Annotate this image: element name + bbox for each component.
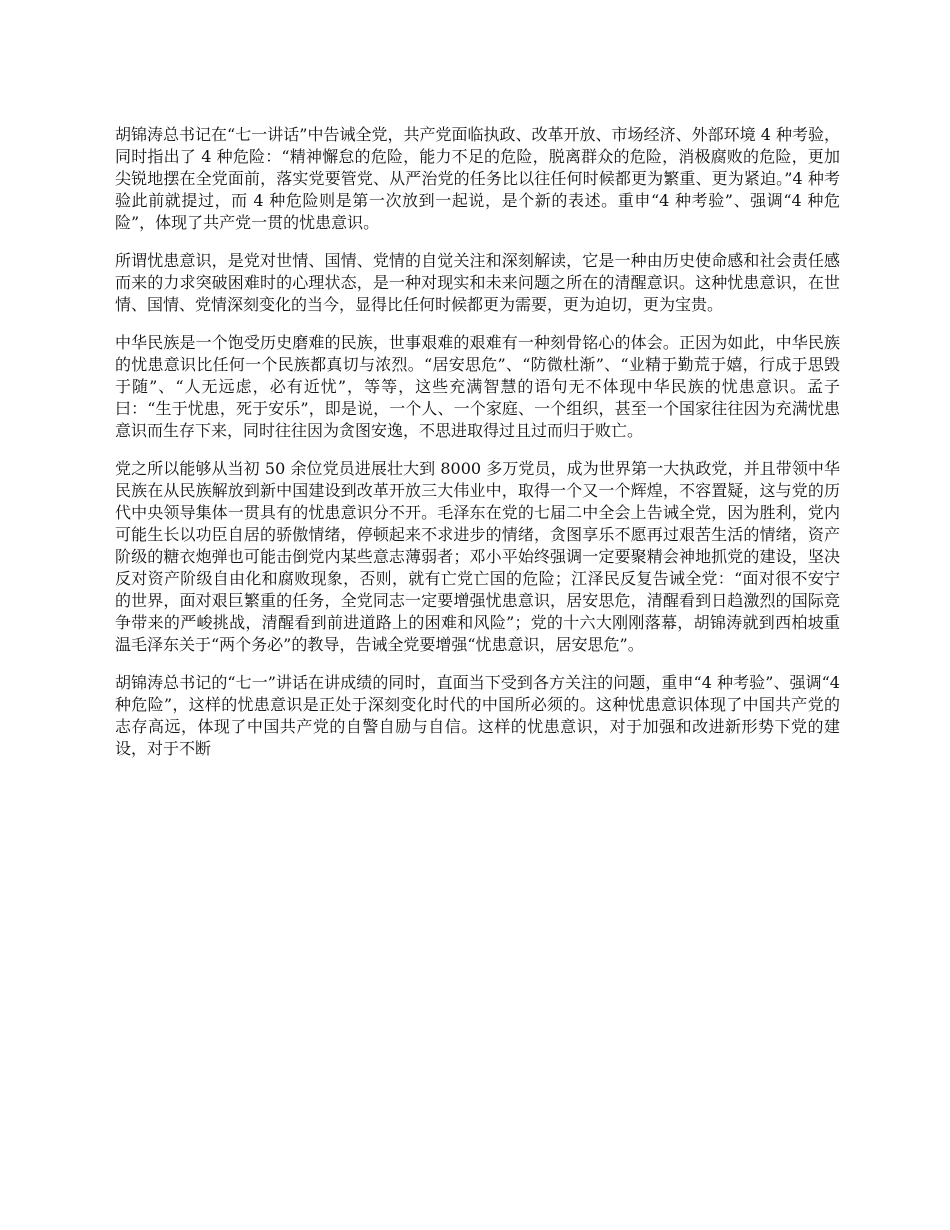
paragraph-3: 中华民族是一个饱受历史磨难的民族，世事艰难的艰难有一种刻骨铭心的体会。正因为如此，中华民族的忧患意识比任何一个民族都真切与浓烈。“居安思危”、“防微杜渐”、“业精于勤荒于嬉，行成于思毁于随”、“人无远虑，必有近忧”，等等，这些充满智慧的语句无不体现中华民族的忧患意识。孟子曰：“生于忧患，死于安乐”，即是说，一个人、一个家庭、一个组织，甚至一个国家往往因为充满忧患意识而生存下来，同时往往因为贪图安逸，不思进取得过且过而归于败亡。 [115,333,840,440]
article-body [115,124,840,776]
paragraph-1: 胡锦涛总书记在“七一讲话”中告诫全党，共产党面临执政、改革开放、市场经济、外部环境 4 种考验，同时指出了 4 种危险：“精神懈怠的危险，能力不足的危险，脱离群众的危险，消极腐败的危险，更加尖锐地摆在全党面前，落实党要管党、从严治党的任务比以往任何时候都更为繁重、更为紧迫。”4 种考验此前就提过，而 4 种危险则是第一次放到一起说，是个新的表述。重申“4 种考验”、强调“4 种危险”，体现了共产党一贯的忧患意识。 [115,125,840,232]
paragraph-5: 胡锦涛总书记的“七一”讲话在讲成绩的同时，直面当下受到各方关注的问题，重申“4 种考验”、强调“4 种危险”，这样的忧患意识是正处于深刻变化时代的中国所必须的。这种忧患意识体现了中国共产党的志存高远，体现了中国共产党的自警自励与自信。这样的忧患意识，对于加强和改进新形势下党的建设，对于不断 [115,673,840,758]
paragraph-4: 党之所以能够从当初 50 余位党员进展壮大到 8000 多万党员，成为世界第一大执政党，并且带领中华民族在从民族解放到新中国建设到改革开放三大伟业中，取得一个又一个辉煌，不容置疑，这与党的历代中央领导集体一贯具有的忧患意识分不开。毛泽东在党的七届二中全会上告诫全党，因为胜利，党内可能生长以功臣自居的骄傲情绪，停顿起来不求进步的情绪，贪图享乐不愿再过艰苦生活的情绪，资产阶级的糖衣炮弹也可能击倒党内某些意志薄弱者；邓小平始终强调一定要聚精会神地抓党的建设，坚决反对资产阶级自由化和腐败现象，否则，就有亡党亡国的危险；江泽民反复告诫全党：“面对很不安宁的世界，面对艰巨繁重的任务，全党同志一定要增强忧患意识，居安思危，清醒看到日趋激烈的国际竞争带来的严峻挑战，清醒看到前进道路上的困难和风险”；党的十六大刚刚落幕，胡锦涛就到西柏坡重温毛泽东关于“两个务必”的教导，告诫全党要增强“忧患意识，居安思危”。 [115,459,840,654]
paragraph-2: 所谓忧患意识，是党对世情、国情、党情的自觉关注和深刻解读，它是一种由历史使命感和社会责任感而来的力求突破困难时的心理状态，是一种对现实和未来问题之所在的清醒意识。这种忧患意识，在世情、国情、党情深刻变化的当今，显得比任何时候都更为需要，更为迫切，更为宝贵。 [115,251,840,314]
